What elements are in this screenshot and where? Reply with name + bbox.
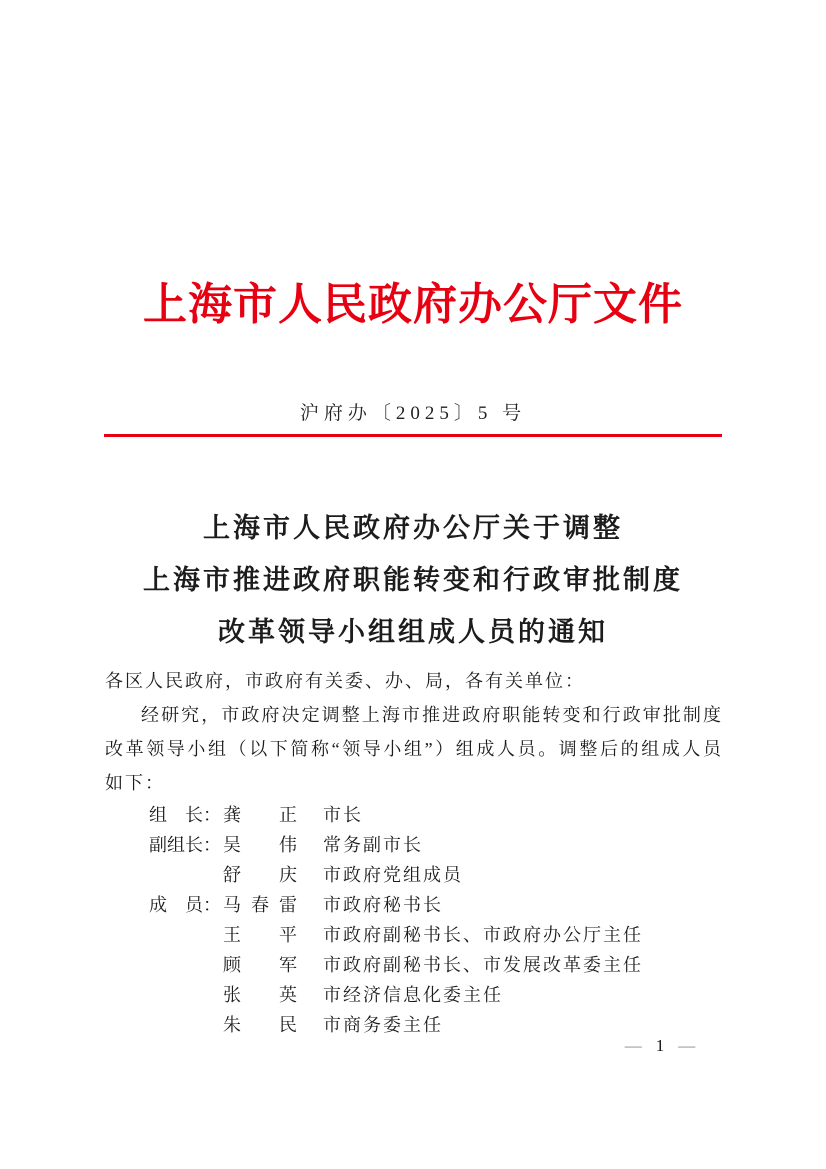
member-title: 市政府党组成员 — [323, 865, 463, 885]
member-title: 市经济信息化委主任 — [323, 985, 503, 1005]
member-row — [105, 800, 723, 830]
member-row — [105, 980, 723, 1010]
member-title: 市政府副秘书长、市发展改革委主任 — [323, 955, 643, 975]
member-title: 市政府秘书长 — [323, 895, 443, 915]
member-name: 舒 庆 — [223, 865, 297, 885]
member-row — [105, 920, 723, 950]
footer-dash-left: — — [624, 1036, 642, 1055]
member-list — [105, 800, 723, 1040]
footer-dash-right: — — [678, 1036, 696, 1055]
member-title: 市政府副秘书长、市政府办公厅主任 — [323, 925, 643, 945]
red-separator-line — [104, 434, 722, 437]
member-row — [105, 860, 723, 890]
document-title-line: 改革领导小组组成人员的通知 — [218, 617, 608, 647]
member-name: 张 英 — [223, 985, 297, 1005]
member-name: 龚 正 — [223, 805, 297, 825]
member-row — [105, 950, 723, 980]
member-role-label: 副组长： — [149, 835, 221, 855]
member-role-label: 组 长： — [149, 805, 221, 825]
member-name: 朱 民 — [223, 1015, 297, 1035]
member-name: 王 平 — [223, 925, 297, 945]
member-role-label: 成 员： — [149, 895, 221, 915]
member-title: 市长 — [323, 805, 363, 825]
salutation-line: 各区人民政府，市政府有关委、办、局，各有关单位： — [105, 671, 585, 691]
page-number: 1 — [655, 1036, 665, 1055]
member-row — [105, 830, 723, 860]
document-body — [105, 664, 723, 1040]
member-name: 马 春 雷 — [223, 895, 297, 915]
document-title — [0, 502, 826, 658]
document-number: 沪府办〔2025〕5 号 — [299, 403, 527, 424]
member-row — [105, 890, 723, 920]
body-paragraph: 经研究，市政府决定调整上海市推进政府职能转变和行政审批制度改革领导小组（以下简称“领导小组”）组成人员。调整后的组成人员如下： — [105, 705, 723, 793]
member-name: 吴 伟 — [223, 835, 297, 855]
member-name: 顾 军 — [223, 955, 297, 975]
letterhead-title: 上海市人民政府办公厅文件 — [143, 280, 683, 329]
member-title: 市商务委主任 — [323, 1015, 443, 1035]
document-title-line: 上海市人民政府办公厅关于调整 — [203, 513, 623, 543]
page-footer — [556, 1036, 764, 1056]
member-title: 常务副市长 — [323, 835, 423, 855]
document-title-line: 上海市推进政府职能转变和行政审批制度 — [143, 565, 683, 595]
